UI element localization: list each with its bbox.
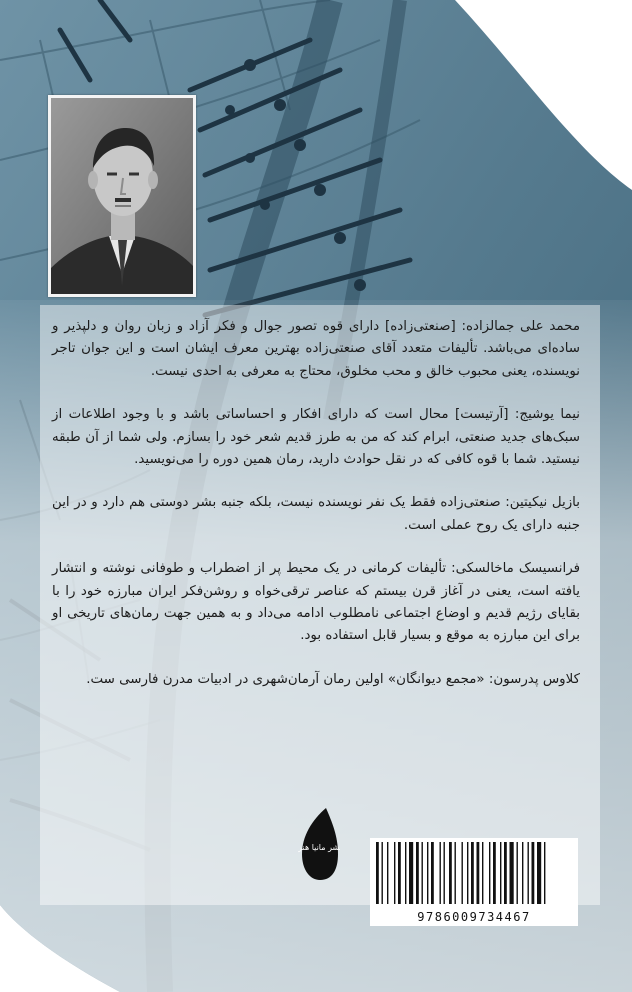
barcode-bars xyxy=(370,838,578,910)
endorsement-basil-nikitin: بازیل نیکیتین: صنعتی‌زاده فقط یک نفر نویسنده نیست، بلکه جنبه بشر دوستی هم دارد و در این جنبه دارای یک روح عملی است. xyxy=(52,495,580,533)
author-portrait-photo xyxy=(48,95,196,297)
publisher-logo-text: نشر مانیا هنر xyxy=(298,843,340,852)
endorsement-machalski: فرانسیسک ماخالسکی: تألیفات کرمانی در یک محیط پر از اضطراب و طوفانی نوشته و انتشار یافته است، یعنی در آغاز قرن بیستم که عناصر ترقی‌خواه و روشن‌فکر ایران مبارزه خود را با بقایای رژیم قدیم و اوضاع اجتماعی نامطلوب ادامه می‌داد و به همین جهت رمان‌های تاریخی او برای این مبارزه به موقع و بسیار قابل استفاده بود. xyxy=(52,561,580,644)
isbn-barcode xyxy=(370,838,578,926)
endorsement-nima-yushij: نیما یوشیج: [آرتیست] محال است که دارای افکار و احساساتی باشد و با وجود اطلاعات از سبک‌های جدید صنعتی، ابرام کند که من به طرز قدیم شعر خود را بسازم. ولی شما از آن طبقه نیستید. شما با قوه کافی که در نقل حوادث دارید، رمان همین دوره را می‌نویسید. xyxy=(52,407,580,468)
endorsement-jamalzadeh: محمد علی جمالزاده: [صنعتی‌زاده] دارای قوه تصور جوال و فکر آزاد و زبان روان و دلپذیر و ساده‌ای می‌باشد. تألیفات متعدد آقای صنعتی‌زاده بهترین معرف ایشان است و این جوان تاجر نویسنده، یعنی محبوب خالق و محب مخلوق، محتاج به معرفی به احدی نیست. xyxy=(52,319,580,379)
endorsement-pedersen: کلاوس پدرسون: «مجمع دیوانگان» اولین رمان آرمان‌شهری در ادبیات مدرن فارسی ست. xyxy=(86,671,580,687)
isbn-number: 9786009734467 xyxy=(417,910,531,924)
publisher-logo xyxy=(298,806,340,882)
endorsements-text xyxy=(52,316,580,712)
